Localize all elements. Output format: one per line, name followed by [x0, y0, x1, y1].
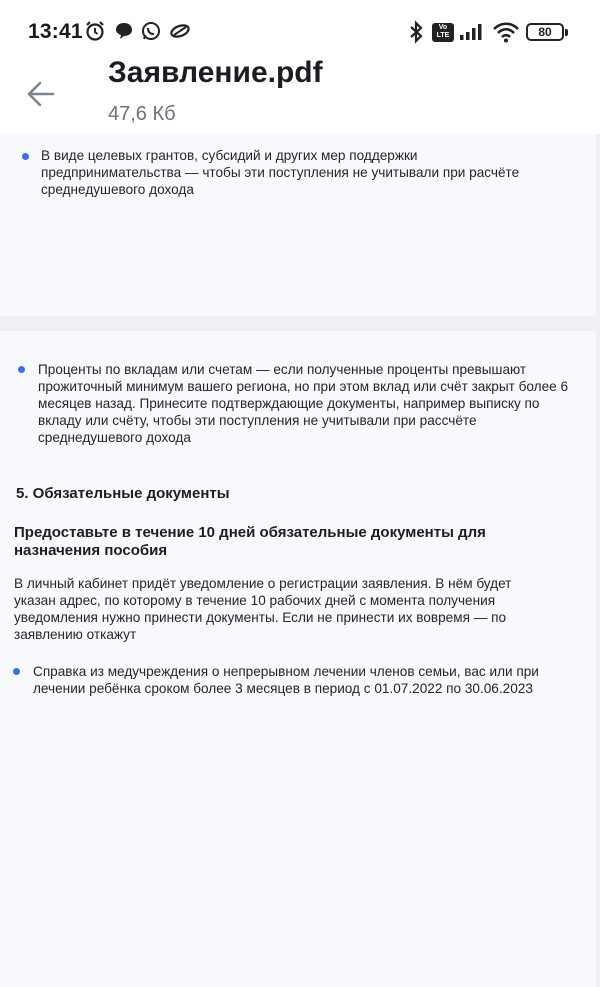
- cloud-icon: [168, 20, 192, 42]
- back-button[interactable]: [22, 74, 62, 114]
- bullet-dot: [13, 668, 20, 675]
- document-page: [0, 134, 596, 316]
- battery-tip: [565, 29, 568, 36]
- whatsapp-icon: [140, 20, 162, 42]
- list-item-grants: В виде целевых грантов, субсидий и других мер поддержки предпринимательства — чтобы эти поступления не учитывали при расчёте среднедушевого дохода: [41, 148, 520, 197]
- section-title: 5. Обязательные документы: [16, 485, 230, 502]
- section-paragraph: В личный кабинет придёт уведомление о регистрации заявления. В нём будет указан адрес, по которому в течение 10 рабочих дней с момента получения уведомления нужно принести документы. Если не принести их вовремя — по заявлению откажут: [14, 576, 512, 642]
- document-page: [0, 331, 596, 987]
- bullet-dot: [18, 366, 25, 373]
- file-title: Заявление.pdf: [108, 56, 323, 89]
- chat-icon: [113, 20, 135, 42]
- list-item-certificate: Справка из медучреждения о непрерывном лечении членов семьи, вас или при лечении ребёнка сроком более 3 месяцев в период с 01.07.2022 по 30.06.2023: [33, 664, 539, 696]
- file-size: 47,6 Кб: [108, 103, 176, 125]
- battery-indicator: 80: [526, 23, 564, 41]
- document-viewer[interactable]: [0, 134, 600, 987]
- volte-icon: Vo LTE: [432, 23, 454, 42]
- list-item-interest: Проценты по вкладам или счетам — если полученные проценты превышают прожиточный минимум вашего региона, но при этом вклад или счёт закрыт более 6 месяцев назад. Принесите подтверждающие документы, например выписку по вкладу или счёту, чтобы эти поступления не учитывали при рассчёте среднедушевого дохода: [38, 362, 569, 445]
- alarm-icon: [84, 20, 106, 42]
- signal-icon: [458, 22, 486, 42]
- section-subheading: Предоставьте в течение 10 дней обязательные документы для назначения пособия: [14, 524, 486, 559]
- bullet-dot: [22, 153, 29, 160]
- arrow-left-icon: [22, 74, 62, 114]
- status-bar: [0, 0, 600, 64]
- wifi-icon: [492, 20, 520, 44]
- status-time: 13:41: [28, 20, 83, 43]
- bluetooth-icon: [406, 20, 426, 44]
